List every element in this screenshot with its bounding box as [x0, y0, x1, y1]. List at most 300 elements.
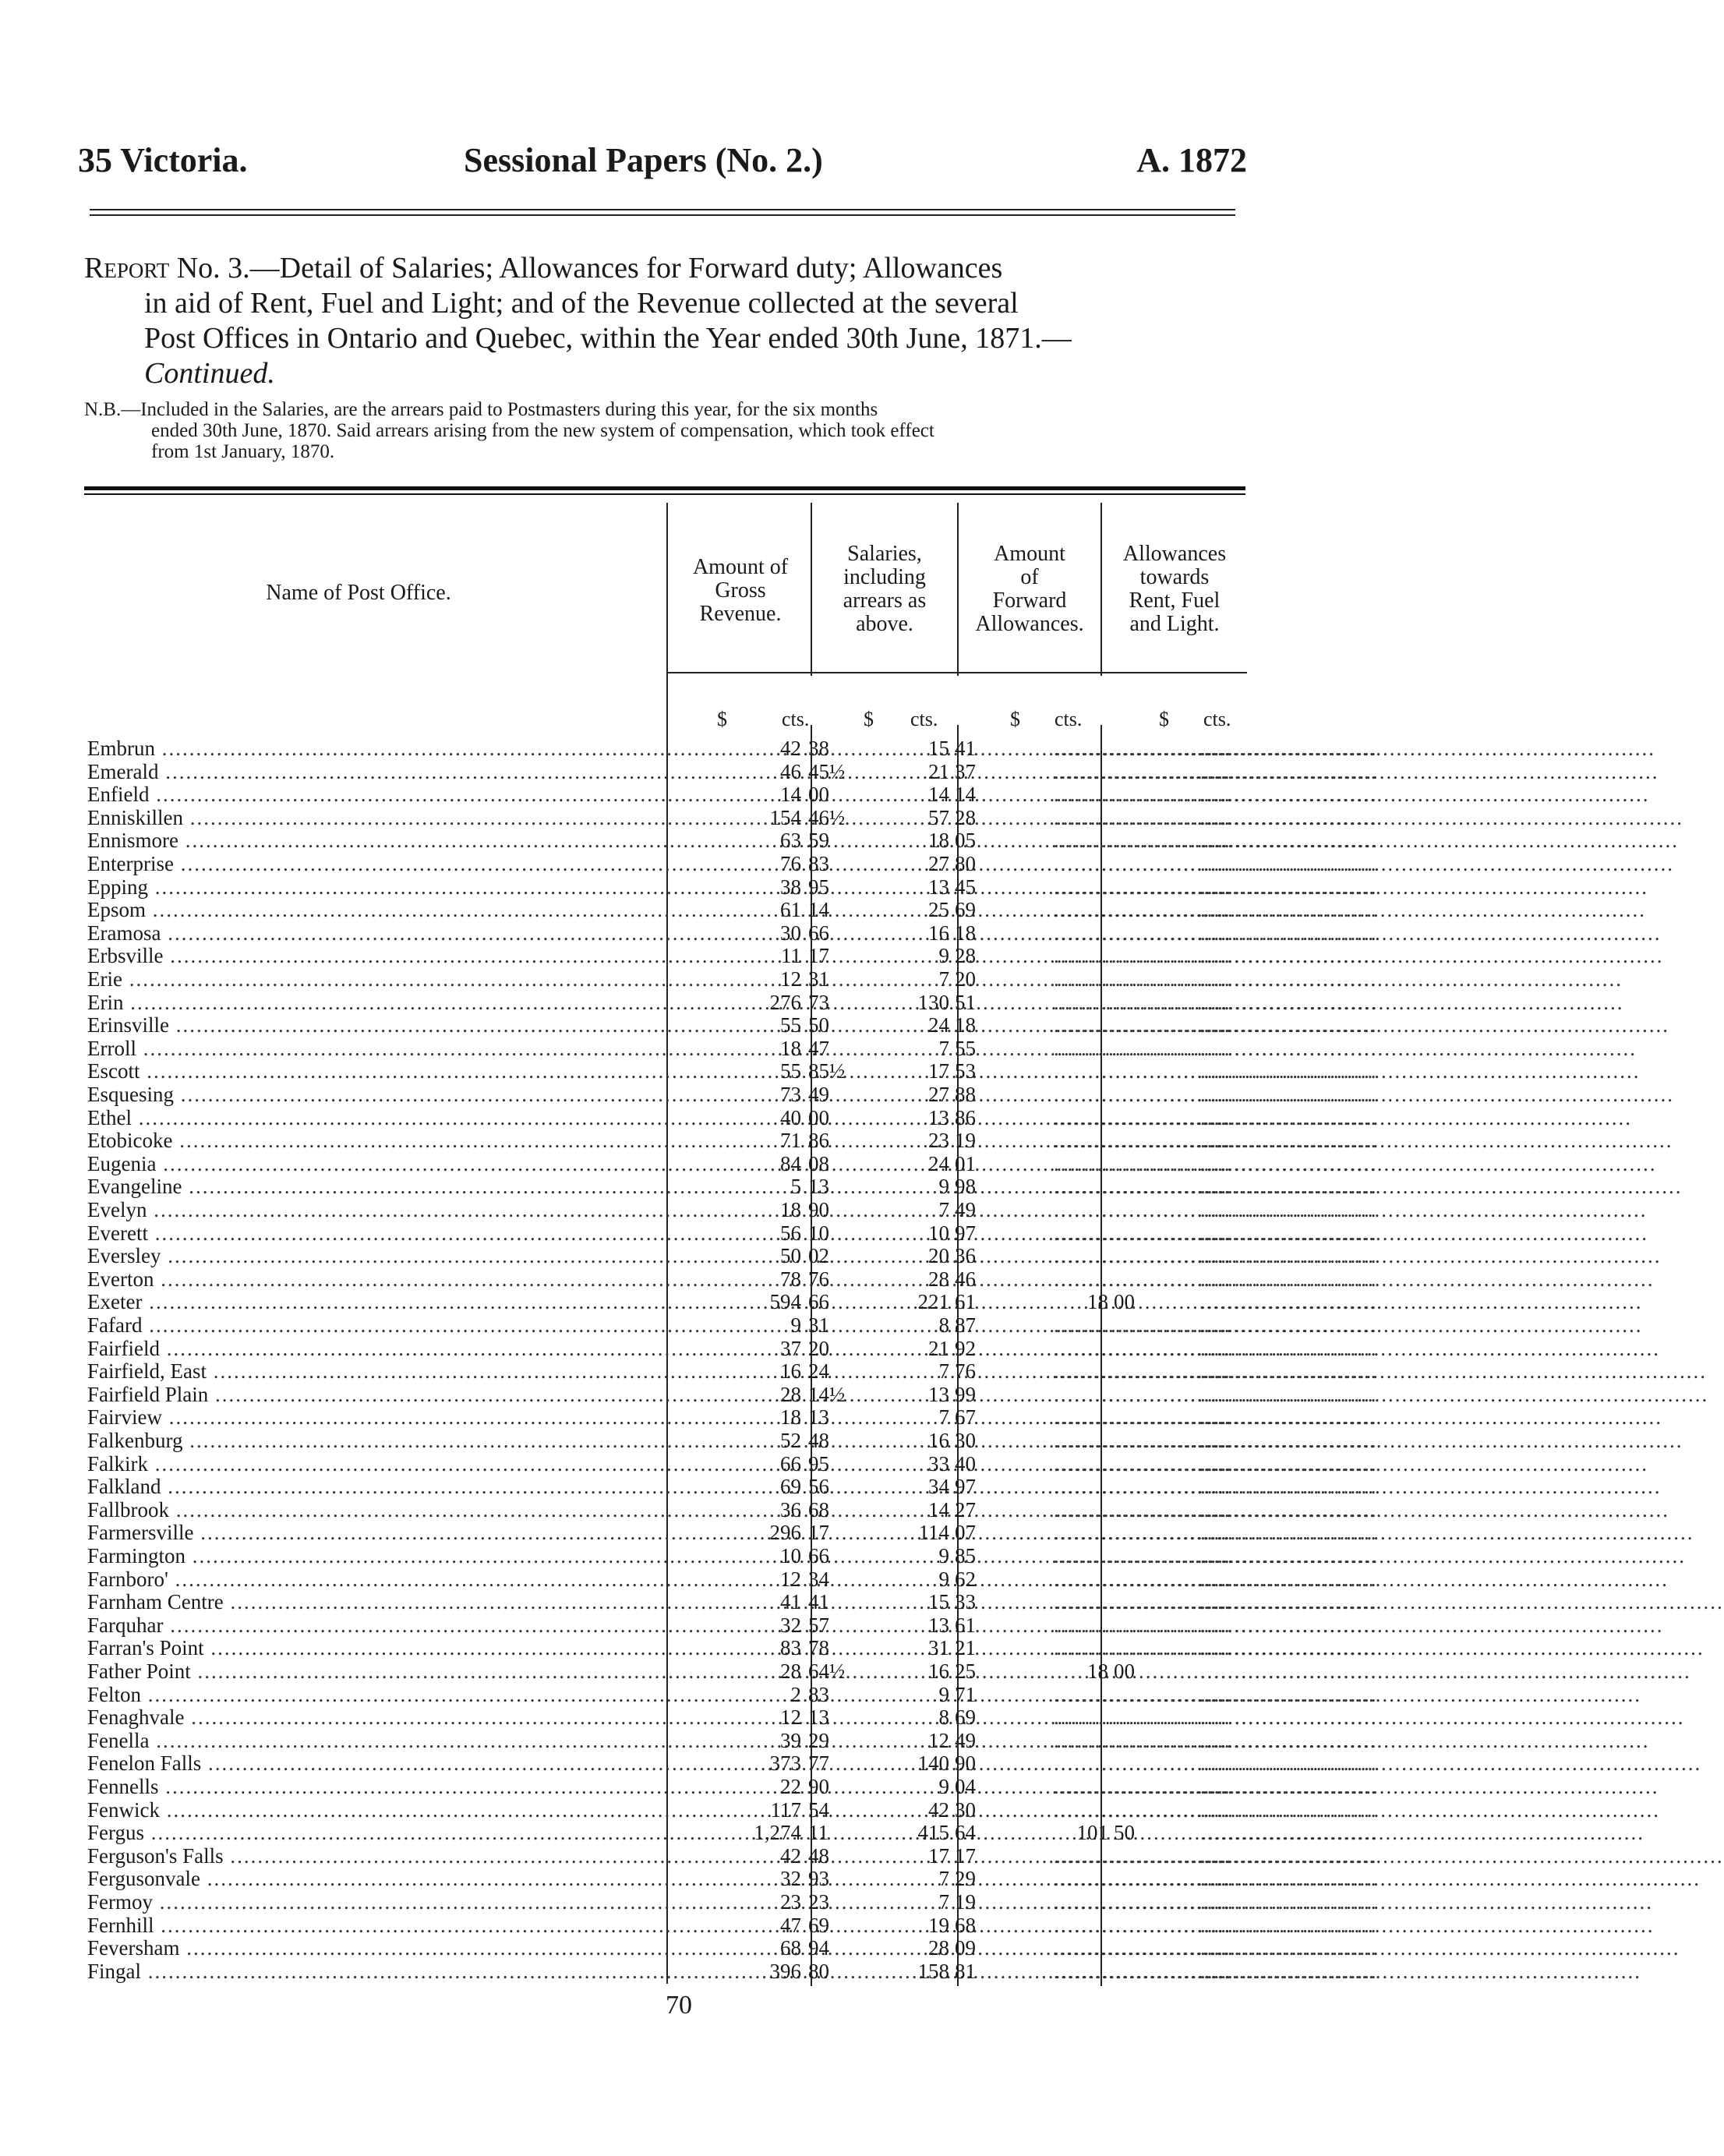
col-header-allowances: [1104, 543, 1245, 636]
post-office-name: Epping .....: [87, 875, 668, 899]
gross-revenue-cents: 56: [808, 1475, 829, 1498]
gross-revenue-cents: 94: [808, 1936, 829, 1960]
rent-fuel-light-empty: ..........................: [1200, 1936, 1378, 1960]
salaries-dollars: 12: [928, 1729, 949, 1752]
rent-fuel-light-empty: ..........................: [1200, 1960, 1378, 1983]
table-row: [87, 967, 1378, 991]
forward-allowance-empty: ..........................: [1054, 1914, 1231, 1937]
forward-allowance-empty: ..........................: [1054, 1013, 1231, 1037]
rent-fuel-light-empty: ..........................: [1200, 1129, 1378, 1152]
table-row: [87, 1452, 1378, 1476]
gross-revenue-cents: 90: [808, 1775, 829, 1798]
table-row: [87, 1037, 1378, 1060]
gross-revenue-dollars: 28: [780, 1659, 801, 1683]
col-header-salaries: [814, 543, 955, 636]
nb-note: [84, 399, 1255, 462]
salaries-dollars: 7: [938, 1890, 949, 1914]
table-row: [87, 1751, 1378, 1775]
forward-allowance-empty: ..........................: [1054, 1890, 1231, 1914]
post-office-name: Epsom .....: [87, 898, 668, 921]
salaries-dollars: 17: [928, 1059, 949, 1083]
salaries-cents: 05: [955, 829, 976, 852]
forward-allowance-empty: ..........................: [1054, 1683, 1231, 1706]
salaries-cents: 28: [955, 806, 976, 829]
salaries-dollars: 34: [928, 1475, 949, 1498]
rent-fuel-light-empty: ..........................: [1200, 760, 1378, 783]
gross-revenue-dollars: 52: [780, 1429, 801, 1452]
gross-revenue-cents: 48: [808, 1844, 829, 1868]
gross-revenue-dollars: 2: [790, 1683, 801, 1706]
col-header-allowances-line: Allowances: [1122, 542, 1227, 566]
table-row: [87, 806, 1378, 829]
forward-allowance-empty: ..........................: [1054, 1936, 1231, 1960]
post-office-name: Fairview .....: [87, 1405, 668, 1429]
gross-revenue-dollars: 23: [780, 1890, 801, 1914]
note-line-3: from 1st January, 1870.: [151, 441, 335, 462]
gross-revenue-dollars: 18: [780, 1037, 801, 1060]
header-year: A. 1872: [1136, 141, 1247, 179]
forward-allowance-empty: ..........................: [1054, 1867, 1231, 1890]
forward-allowance-empty: ..........................: [1054, 1568, 1231, 1591]
gross-revenue-dollars: 78: [780, 1267, 801, 1291]
rent-fuel-light-empty: ..........................: [1200, 1613, 1378, 1637]
table-row: [87, 760, 1378, 783]
post-office-name: Fernhill .....: [87, 1914, 668, 1937]
gross-revenue-cents: 10: [808, 1221, 829, 1245]
table-row: [87, 1198, 1378, 1221]
gross-revenue-dollars: 73: [780, 1083, 801, 1106]
salaries-dollars: 10: [928, 1221, 949, 1245]
salaries-dollars: 42: [928, 1798, 949, 1822]
col-header-allowances-line: towards: [1139, 565, 1210, 589]
salaries-dollars: 8: [938, 1313, 949, 1337]
rent-fuel-light-empty: ..........................: [1200, 737, 1378, 760]
table-row: [87, 1890, 1378, 1914]
forward-allowance-empty: ..........................: [1054, 1521, 1231, 1544]
salaries-cents: 55: [955, 1037, 976, 1060]
post-office-name: Falkland .....: [87, 1475, 668, 1498]
salaries-cents: 90: [955, 1751, 976, 1775]
rent-fuel-light-empty: ..........................: [1200, 1751, 1378, 1775]
gross-revenue-cents: 17: [808, 944, 829, 967]
rent-fuel-light-empty: ..........................: [1200, 1037, 1378, 1060]
note-line-1: N.B.—Included in the Salaries, are the arrears paid to Postmasters during this year, for the six months: [84, 399, 878, 420]
forward-allowance-empty: ..........................: [1054, 1405, 1231, 1429]
table-row: [87, 1568, 1378, 1591]
forward-allowance-dollars: 18: [1087, 1659, 1108, 1683]
table-row: [87, 1590, 1378, 1613]
gross-revenue-dollars: 38: [780, 875, 801, 899]
forward-allowance-empty: ..........................: [1054, 829, 1231, 852]
gross-revenue-cents: 77: [808, 1751, 829, 1775]
col-header-salaries-line: Salaries,: [847, 542, 922, 566]
table-row: [87, 1729, 1378, 1752]
rent-fuel-light-empty: ..........................: [1200, 1359, 1378, 1383]
salaries-cents: 30: [955, 1798, 976, 1822]
rent-fuel-light-empty: ..........................: [1200, 1383, 1378, 1406]
table-row: [87, 1290, 1378, 1313]
rent-fuel-light-empty: ..........................: [1200, 1890, 1378, 1914]
gross-revenue-dollars: 373: [769, 1751, 801, 1775]
forward-allowance-empty: ..........................: [1054, 1636, 1231, 1659]
unit-cents-forward: cts.: [1055, 708, 1083, 730]
gross-revenue-cents: 13: [808, 1705, 829, 1729]
salaries-cents: 09: [955, 1936, 976, 1960]
table-row: [87, 1844, 1378, 1868]
forward-allowance-empty: ..........................: [1054, 898, 1231, 921]
table-row: [87, 1013, 1378, 1037]
gross-revenue-cents: 00: [808, 1106, 829, 1129]
table-row: [87, 1914, 1378, 1937]
rent-fuel-light-empty: ..........................: [1200, 1729, 1378, 1752]
table-row: [87, 1221, 1378, 1245]
salaries-cents: 33: [955, 1590, 976, 1613]
gross-revenue-dollars: 14: [780, 783, 801, 806]
table-row: [87, 898, 1378, 921]
gross-revenue-dollars: 18: [780, 1198, 801, 1221]
salaries-cents: 28: [955, 944, 976, 967]
salaries-dollars: 221: [917, 1290, 949, 1313]
gross-revenue-cents: 86: [808, 1129, 829, 1152]
col-header-revenue-line: Amount of: [692, 555, 789, 579]
col-divider-2: [811, 503, 812, 676]
rent-fuel-light-empty: ..........................: [1200, 1083, 1378, 1106]
col-header-revenue-line: Gross: [715, 578, 766, 603]
col-divider-3: [957, 503, 959, 676]
salaries-dollars: 8: [938, 1705, 949, 1729]
unit-cents-revenue: cts.: [782, 708, 810, 730]
forward-allowance-cents: 50: [1114, 1821, 1135, 1844]
gross-revenue-cents: 48: [808, 1429, 829, 1452]
table-row: [87, 1936, 1378, 1960]
gross-revenue-dollars: 12: [780, 1568, 801, 1591]
gross-revenue-dollars: 396: [769, 1960, 801, 1983]
salaries-cents: 80: [955, 852, 976, 875]
forward-allowance-empty: ..........................: [1054, 1844, 1231, 1868]
unit-dollar-forward: $: [1010, 708, 1020, 730]
salaries-dollars: 415: [917, 1821, 949, 1844]
rent-fuel-light-empty: ..........................: [1200, 852, 1378, 875]
salaries-cents: 69: [955, 898, 976, 921]
table-row: [87, 1498, 1378, 1522]
table-row: [87, 1683, 1378, 1706]
gross-revenue-cents: 59: [808, 829, 829, 852]
post-office-name: Felton .....: [87, 1683, 668, 1706]
rent-fuel-light-empty: ..........................: [1200, 1498, 1378, 1522]
post-office-name: Farnham Centre .....: [87, 1590, 668, 1613]
col-divider-4: [1100, 503, 1102, 676]
salaries-cents: 69: [955, 1705, 976, 1729]
forward-allowance-empty: ..........................: [1054, 1383, 1231, 1406]
post-office-name: Erie .....: [87, 967, 668, 991]
table-row: [87, 1798, 1378, 1822]
rent-fuel-light-empty: ..........................: [1200, 1175, 1378, 1198]
salaries-cents: 97: [955, 1221, 976, 1245]
table-row: [87, 783, 1378, 806]
salaries-dollars: 28: [928, 1936, 949, 1960]
forward-allowance-empty: ..........................: [1054, 1037, 1231, 1060]
table-row: [87, 1129, 1378, 1152]
table-row: [87, 1429, 1378, 1452]
forward-allowance-empty: ..........................: [1054, 921, 1231, 945]
salaries-dollars: 15: [928, 1590, 949, 1613]
rent-fuel-light-empty: ..........................: [1200, 1267, 1378, 1291]
gross-revenue-dollars: 37: [780, 1337, 801, 1360]
rent-fuel-light-empty: ..........................: [1200, 806, 1378, 829]
unit-cents-salaries: cts.: [910, 708, 938, 730]
table-row: [87, 1636, 1378, 1659]
gross-revenue-dollars: 154: [769, 806, 801, 829]
gross-revenue-dollars: 68: [780, 1936, 801, 1960]
salaries-cents: 14: [955, 783, 976, 806]
post-office-name: Fenella .....: [87, 1729, 668, 1752]
post-office-name: Fingal .....: [87, 1960, 668, 1983]
rent-fuel-light-empty: ..........................: [1200, 898, 1378, 921]
post-office-name: Esquesing .....: [87, 1083, 668, 1106]
salaries-dollars: 16: [928, 1429, 949, 1452]
salaries-cents: 86: [955, 1106, 976, 1129]
gross-revenue-cents: 54: [808, 1798, 829, 1822]
gross-revenue-cents: 20: [808, 1337, 829, 1360]
rent-fuel-light-empty: ..........................: [1200, 1683, 1378, 1706]
col-header-forward-line: of: [1020, 565, 1039, 589]
salaries-cents: 51: [955, 991, 976, 1014]
rent-fuel-light-empty: ..........................: [1200, 1152, 1378, 1175]
post-office-name: Ferguson's Falls .....: [87, 1844, 668, 1868]
table-row: [87, 1405, 1378, 1429]
table-row: [87, 1544, 1378, 1568]
forward-allowance-empty: ..........................: [1054, 1267, 1231, 1291]
col-header-salaries-line: arrears as: [843, 588, 927, 613]
salaries-dollars: 24: [928, 1152, 949, 1175]
gross-revenue-dollars: 11: [781, 944, 801, 967]
gross-revenue-cents: 95: [808, 875, 829, 899]
salaries-dollars: 7: [938, 1037, 949, 1060]
rent-fuel-light-empty: ..........................: [1200, 1221, 1378, 1245]
gross-revenue-cents: 90: [808, 1198, 829, 1221]
table-row: [87, 991, 1378, 1014]
title-line-1-rest: No. 3.—Detail of Salaries; Allowances for Forward duty; Allowances: [169, 252, 1003, 285]
table-row: [87, 1359, 1378, 1383]
page-number: 70: [666, 1991, 692, 2020]
title-line-4: [84, 356, 1253, 391]
col-header-revenue: [670, 556, 811, 626]
forward-allowance-empty: ..........................: [1054, 1544, 1231, 1568]
gross-revenue-cents: 45½: [808, 760, 846, 783]
salaries-dollars: 9: [938, 1175, 949, 1198]
salaries-cents: 18: [955, 921, 976, 945]
salaries-dollars: 57: [928, 806, 949, 829]
forward-allowance-empty: ..........................: [1054, 1244, 1231, 1267]
rent-fuel-light-empty: ..........................: [1200, 1705, 1378, 1729]
gross-revenue-cents: 93: [808, 1867, 829, 1890]
gross-revenue-cents: 29: [808, 1729, 829, 1752]
gross-revenue-cents: 73: [808, 991, 829, 1014]
post-office-name: Ennismore .....: [87, 829, 668, 852]
gross-revenue-cents: 80: [808, 1960, 829, 1983]
salaries-dollars: 7: [938, 1198, 949, 1221]
forward-allowance-empty: ..........................: [1054, 1198, 1231, 1221]
post-office-name: Fermoy .....: [87, 1890, 668, 1914]
salaries-dollars: 16: [928, 1659, 949, 1683]
post-office-name: Emerald .....: [87, 760, 668, 783]
gross-revenue-dollars: 18: [780, 1405, 801, 1429]
forward-allowance-empty: ..........................: [1054, 1613, 1231, 1637]
gross-revenue-dollars: 28: [780, 1383, 801, 1406]
salaries-dollars: 18: [928, 829, 949, 852]
title-line-2: in aid of Rent, Fuel and Light; and of the Revenue collected at the several: [144, 287, 1019, 320]
gross-revenue-cents: 85½: [808, 1059, 846, 1083]
salaries-dollars: 21: [928, 760, 949, 783]
gross-revenue-cents: 66: [808, 1290, 829, 1313]
rent-fuel-light-empty: ..........................: [1200, 1337, 1378, 1360]
salaries-dollars: 14: [928, 1498, 949, 1522]
gross-revenue-dollars: 63: [780, 829, 801, 852]
post-office-name: Erbsville .....: [87, 944, 668, 967]
salaries-cents: 92: [955, 1337, 976, 1360]
salaries-dollars: 7: [938, 967, 949, 991]
report-title: [84, 251, 1253, 391]
gross-revenue-dollars: 5: [790, 1175, 801, 1198]
col-header-revenue-line: Revenue.: [699, 602, 782, 626]
gross-revenue-cents: 34: [808, 1568, 829, 1591]
gross-revenue-dollars: 76: [780, 852, 801, 875]
table-row: [87, 1775, 1378, 1798]
gross-revenue-cents: 95: [808, 1452, 829, 1476]
rent-fuel-light-empty: ..........................: [1200, 991, 1378, 1014]
gross-revenue-cents: 17: [808, 1521, 829, 1544]
rent-fuel-light-empty: ..........................: [1200, 783, 1378, 806]
gross-revenue-dollars: 117: [770, 1798, 801, 1822]
col-header-name: Name of Post Office.: [266, 581, 451, 605]
header-volume: 35 Victoria.: [78, 141, 248, 179]
salaries-cents: 81: [955, 1960, 976, 1983]
forward-allowance-empty: ..........................: [1054, 1729, 1231, 1752]
gross-revenue-cents: 14½: [808, 1383, 846, 1406]
salaries-cents: 61: [955, 1613, 976, 1637]
table-row: [87, 1960, 1378, 1983]
post-office-name: Fairfield Plain .....: [87, 1383, 668, 1406]
gross-revenue-dollars: 69: [780, 1475, 801, 1498]
salaries-dollars: 9: [938, 1775, 949, 1798]
salaries-cents: 37: [955, 760, 976, 783]
salaries-dollars: 21: [928, 1337, 949, 1360]
rent-fuel-light-empty: ..........................: [1200, 1290, 1378, 1313]
table-row: [87, 1313, 1378, 1337]
salaries-cents: 49: [955, 1198, 976, 1221]
gross-revenue-cents: 69: [808, 1914, 829, 1937]
table-row: [87, 1659, 1378, 1683]
table-row: [87, 921, 1378, 945]
salaries-cents: 19: [955, 1129, 976, 1152]
forward-allowance-empty: ..........................: [1054, 1705, 1231, 1729]
gross-revenue-dollars: 296: [769, 1521, 801, 1544]
post-office-name: Eugenia .....: [87, 1152, 668, 1175]
forward-allowance-empty: ..........................: [1054, 806, 1231, 829]
rent-fuel-light-empty: ..........................: [1200, 1844, 1378, 1868]
gross-revenue-dollars: 12: [780, 1705, 801, 1729]
forward-allowance-empty: ..........................: [1054, 760, 1231, 783]
rent-fuel-light-empty: ..........................: [1200, 1475, 1378, 1498]
salaries-cents: 21: [955, 1636, 976, 1659]
gross-revenue-dollars: 83: [780, 1636, 801, 1659]
rent-fuel-light-empty: ..........................: [1200, 1313, 1378, 1337]
gross-revenue-dollars: 55: [780, 1013, 801, 1037]
table-row: [87, 1337, 1378, 1360]
gross-revenue-cents: 49: [808, 1083, 829, 1106]
gross-revenue-cents: 50: [808, 1013, 829, 1037]
gross-revenue-cents: 23: [808, 1890, 829, 1914]
salaries-dollars: 16: [928, 921, 949, 945]
table-row: [87, 1175, 1378, 1198]
salaries-dollars: 33: [928, 1452, 949, 1476]
salaries-cents: 45: [955, 875, 976, 899]
post-office-name: Fennells .....: [87, 1775, 668, 1798]
salaries-dollars: 23: [928, 1129, 949, 1152]
salaries-dollars: 14: [928, 783, 949, 806]
salaries-dollars: 7: [938, 1867, 949, 1890]
rent-fuel-light-empty: ..........................: [1200, 875, 1378, 899]
post-office-name: Erin .....: [87, 991, 668, 1014]
rent-fuel-light-empty: ..........................: [1200, 1405, 1378, 1429]
forward-allowance-empty: ..........................: [1054, 944, 1231, 967]
post-office-name: Etobicoke .....: [87, 1129, 668, 1152]
forward-allowance-empty: ..........................: [1054, 1798, 1231, 1822]
title-report-word: Report: [84, 252, 170, 285]
post-office-name: Erinsville .....: [87, 1013, 668, 1037]
forward-allowance-dollars: 18: [1087, 1290, 1108, 1313]
gross-revenue-cents: 31: [808, 1313, 829, 1337]
salaries-dollars: 13: [928, 875, 949, 899]
salaries-cents: 88: [955, 1083, 976, 1106]
post-office-name: Enfield .....: [87, 783, 668, 806]
title-line-3: Post Offices in Ontario and Quebec, within the Year ended 30th June, 1871.—: [144, 322, 1072, 355]
gross-revenue-cents: 66: [808, 921, 829, 945]
rent-fuel-light-empty: ..........................: [1200, 1521, 1378, 1544]
salaries-dollars: 13: [928, 1613, 949, 1637]
post-office-name: Fenaghvale .....: [87, 1705, 668, 1729]
table-row: [87, 1475, 1378, 1498]
forward-allowance-empty: ..........................: [1054, 1129, 1231, 1152]
forward-allowance-empty: ..........................: [1054, 1106, 1231, 1129]
unit-dollar-allowances: $: [1159, 708, 1169, 730]
forward-allowance-empty: ..........................: [1054, 1429, 1231, 1452]
post-office-name: Fallbrook .....: [87, 1498, 668, 1522]
rent-fuel-light-empty: ..........................: [1200, 1198, 1378, 1221]
title-line-1: [84, 251, 1253, 286]
post-office-name: Farran's Point .....: [87, 1636, 668, 1659]
salaries-dollars: 28: [928, 1267, 949, 1291]
gross-revenue-dollars: 71: [780, 1129, 801, 1152]
forward-allowance-empty: ..........................: [1054, 1452, 1231, 1476]
forward-allowance-empty: ..........................: [1054, 1960, 1231, 1983]
salaries-cents: 30: [955, 1429, 976, 1452]
salaries-dollars: 7: [938, 1359, 949, 1383]
col-header-forward: [960, 543, 1099, 636]
table-row: [87, 1821, 1378, 1844]
gross-revenue-dollars: 10: [780, 1544, 801, 1568]
forward-allowance-empty: ..........................: [1054, 967, 1231, 991]
rent-fuel-light-empty: ..........................: [1200, 1544, 1378, 1568]
post-office-name: Farquhar .....: [87, 1613, 668, 1637]
post-office-name: Enterprise .....: [87, 852, 668, 875]
running-header: [78, 140, 1247, 187]
gross-revenue-cents: 13: [808, 1175, 829, 1198]
gross-revenue-dollars: 56: [780, 1221, 801, 1245]
salaries-dollars: 15: [928, 737, 949, 760]
salaries-dollars: 27: [928, 1083, 949, 1106]
salaries-cents: 36: [955, 1244, 976, 1267]
